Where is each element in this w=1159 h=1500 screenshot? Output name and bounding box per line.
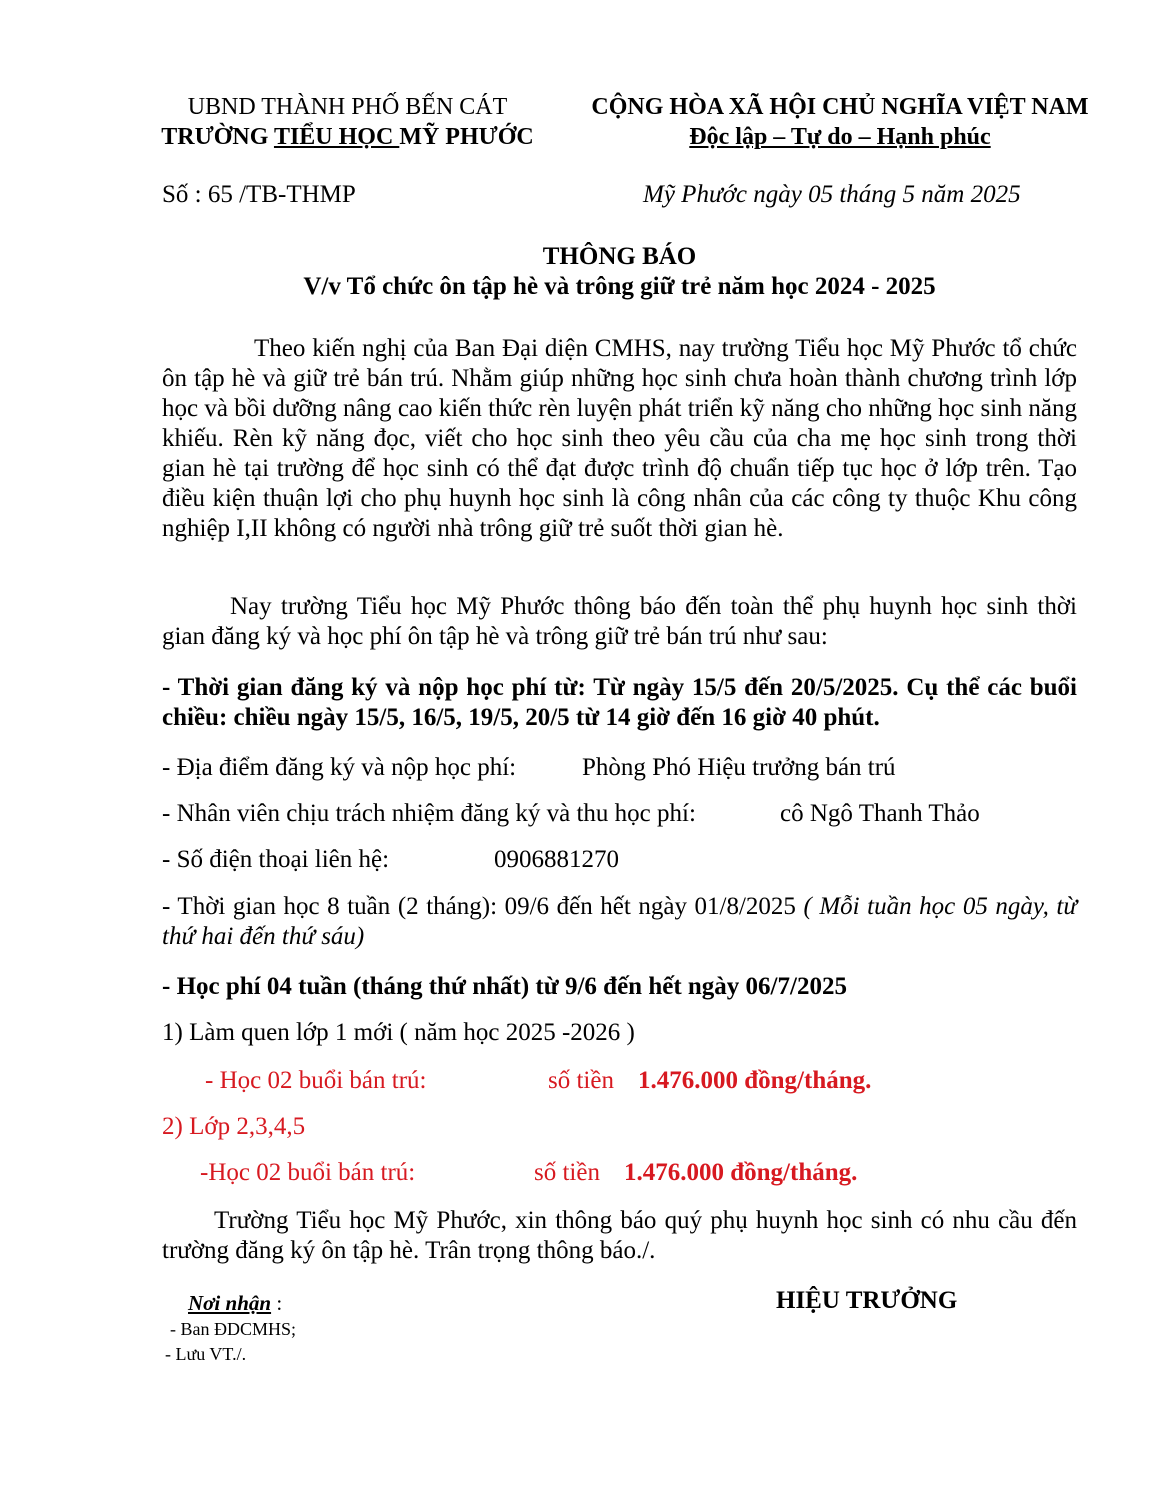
phone-value: 0906881270: [494, 846, 619, 873]
announcement-paragraph: Nay trường Tiểu học Mỹ Phước thông báo đến toàn thể phụ huynh học sinh thời gian đăng ký và học phí ôn tập hè và trông giữ trẻ bán trú như sau:: [162, 593, 1077, 650]
item1-title: 1) Làm quen lớp 1 mới ( năm học 2025 -2026 ): [162, 1019, 635, 1046]
staff-label: - Nhân viên chịu trách nhiệm đăng ký và thu học phí:: [162, 800, 696, 827]
item1-label: - Học 02 buổi bán trú:: [205, 1067, 427, 1094]
item2-money-label: số tiền: [534, 1159, 600, 1186]
registration-time: - Thời gian đăng ký và nộp học phí từ: Từ ngày 15/5 đến 20/5/2025. Cụ thể các buổi chiều: chiều ngày 15/5, 16/5, 19/5, 20/5 từ 14 giờ đến 16 giờ 40 phút.: [162, 674, 1077, 731]
school-name-prefix: TRƯỜNG: [161, 124, 274, 150]
item1-money-label: số tiền: [548, 1067, 614, 1094]
national-motto: Độc lập – Tự do – Hạnh phúc: [689, 124, 991, 150]
item2-title: 2) Lớp 2,3,4,5: [162, 1113, 306, 1140]
signer-title: HIỆU TRƯỞNG: [776, 1287, 958, 1314]
intro-paragraph: Theo kiến nghị của Ban Đại diện CMHS, nay trường Tiểu học Mỹ Phước tổ chức ôn tập hè và giữ trẻ bán trú. Nhằm giúp những học sinh chưa hoàn thành chương trình lớp học và bồi dưỡng nâng cao kiến thức rèn luyện phát triển kỹ năng cho những học sinh năng khiếu. Rèn kỹ năng đọc, viết cho học sinh theo yêu cầu của cha mẹ học sinh trong thời gian hè tại trường để học sinh có thể đạt được trình độ chuẩn tiếp tục học ở lớp trên. Tạo điều kiện thuận lợi cho phụ huynh học sinh là công nhân của các công ty thuộc Khu công nghiệp I,II không có người nhà trông giữ trẻ suốt thời gian hè.: [162, 335, 1077, 542]
date-line: Mỹ Phước ngày 05 tháng 5 năm 2025: [643, 181, 1021, 208]
fee-heading: - Học phí 04 tuần (tháng thứ nhất) từ 9/6 đến hết ngày 06/7/2025: [162, 973, 847, 1000]
item1-amount: 1.476.000 đồng/tháng.: [638, 1067, 872, 1094]
authority-name: UBND THÀNH PHỐ BẾN CÁT: [187, 94, 508, 120]
recipients-label: Nơi nhận :: [188, 1291, 283, 1315]
location-label: - Địa điểm đăng ký và nộp học phí:: [162, 754, 517, 781]
location-value: Phòng Phó Hiệu trưởng bán trú: [582, 754, 896, 781]
school-name: [150, 122, 545, 152]
document-number: Số : 65 /TB-THMP: [162, 181, 356, 208]
country-name: CỘNG HÒA XÃ HỘI CHỦ NGHĨA VIỆT NAM: [591, 94, 1089, 120]
document-subject: V/v Tổ chức ôn tập hè và trông giữ trẻ năm học 2024 - 2025: [303, 273, 936, 300]
study-duration-note: ( Mỗi tuần học 05 ngày, từ thứ hai đến thứ sáu): [162, 893, 1078, 950]
recipient-item: - Lưu VT./.: [165, 1344, 247, 1364]
study-duration: - Thời gian học 8 tuần (2 tháng): 09/6 đến hết ngày 01/8/2025 ( Mỗi tuần học 05 ngày, từ thứ hai đến thứ sáu): [162, 893, 1078, 950]
item2-label: -Học 02 buổi bán trú:: [200, 1159, 416, 1186]
school-name-suffix: MỸ PHƯỚC: [399, 124, 534, 150]
document-title: THÔNG BÁO: [542, 243, 697, 270]
closing-paragraph: Trường Tiểu học Mỹ Phước, xin thông báo quý phụ huynh học sinh có nhu cầu đến trường đăng ký ôn tập hè. Trân trọng thông báo./.: [162, 1207, 1077, 1264]
staff-value: cô Ngô Thanh Thảo: [780, 800, 980, 827]
item2-amount: 1.476.000 đồng/tháng.: [624, 1159, 858, 1186]
school-name-underlined: TIỂU HỌC: [273, 124, 400, 150]
phone-label: - Số điện thoại liên hệ:: [162, 846, 390, 873]
recipient-item: - Ban ĐDCMHS;: [170, 1319, 297, 1339]
